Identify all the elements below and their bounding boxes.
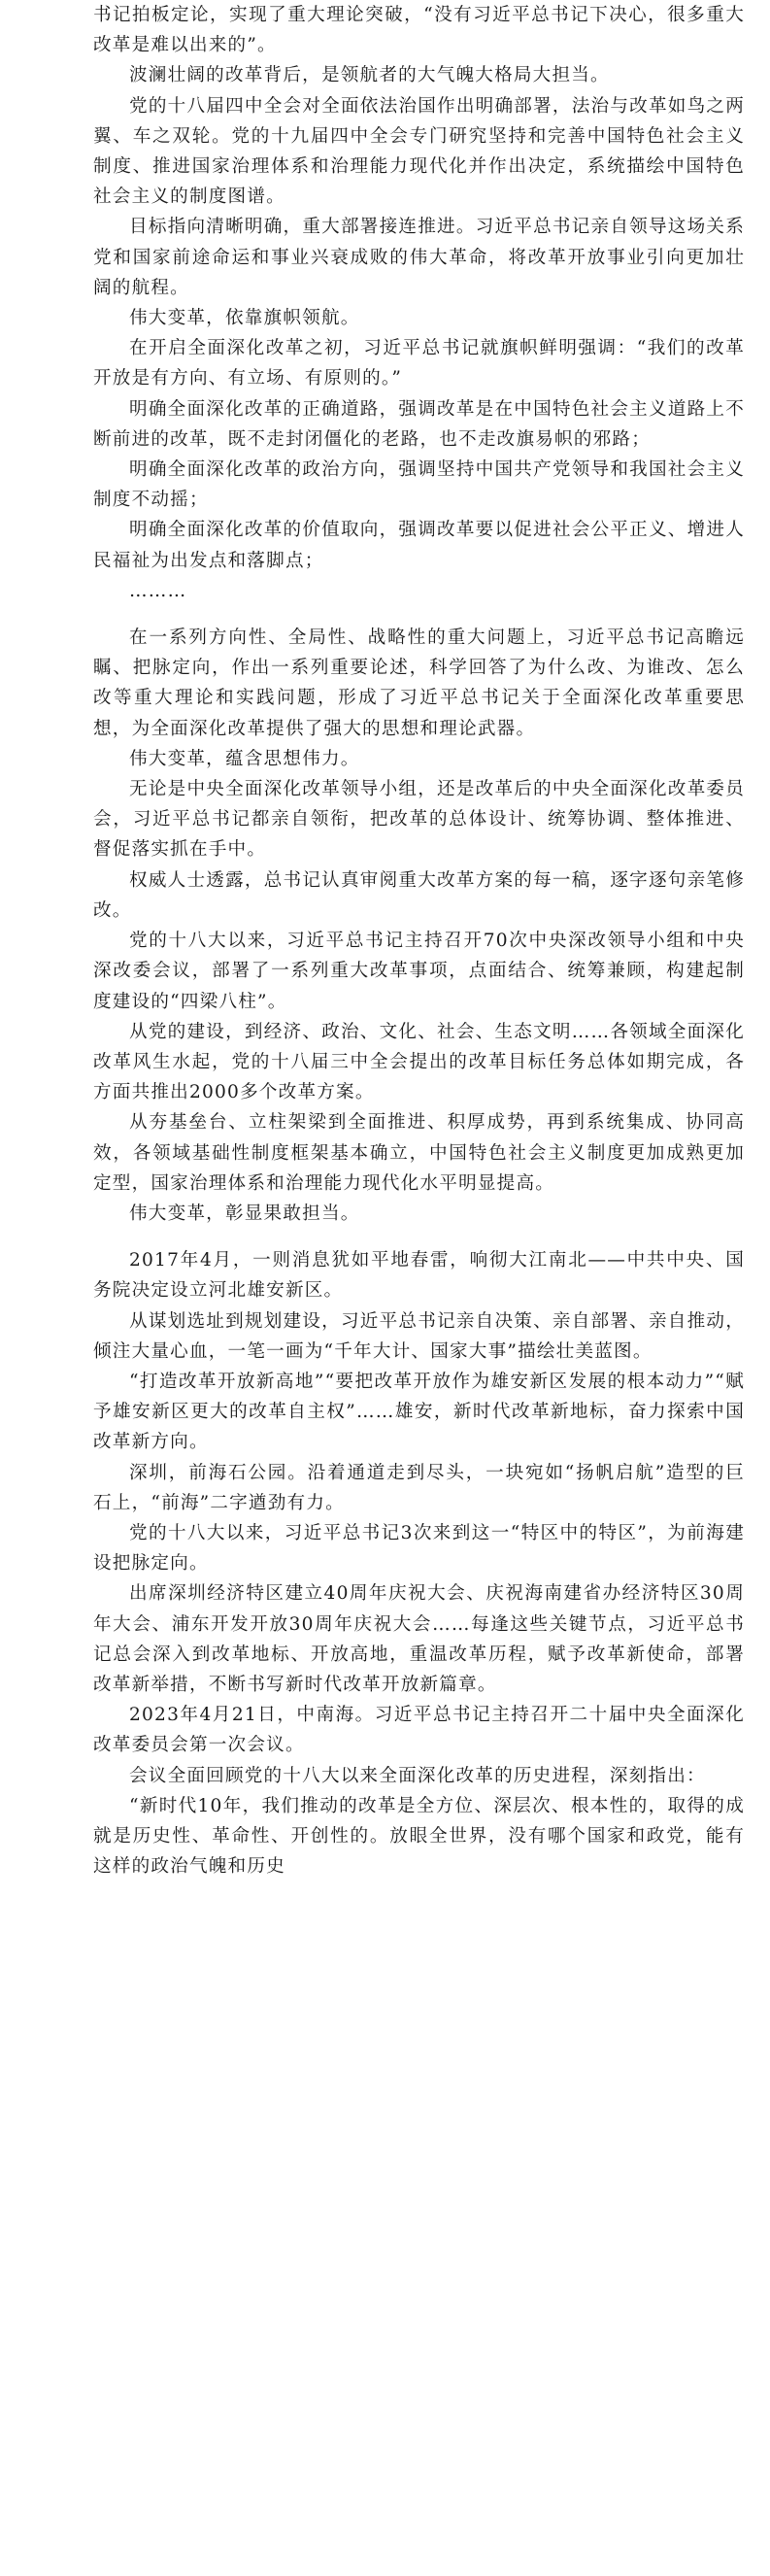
paragraph: 波澜壮阔的改革背后，是领航者的大气魄大格局大担当。 <box>129 65 610 86</box>
paragraph: 党的十八届四中全会对全面依法治国作出明确部署，法治与改革如鸟之两翼、车之双轮。党的十九届四中全会专门研究坚持和完善中国特色社会主义制度、推进国家治理体系和治理能力现代化并作出决定，系统描绘中国特色社会主义的制度图谱。 <box>93 95 745 208</box>
paragraph: 无论是中央全面深化改革领导小组，还是改革后的中央全面深化改革委员会，习近平总书记都亲自领衔，把改革的总体设计、统筹协调、整体推进、督促落实抓在手中。 <box>93 779 745 861</box>
paragraph: 伟大变革，彰显果敢担当。 <box>129 1203 360 1224</box>
paragraph: 党的十八大以来，习近平总书记主持召开70次中央深改领导小组和中央深改委会议，部署了一系列重大改革事项，点面结合、统筹兼顾，构建起制度建设的“四梁八柱”。 <box>93 931 745 1012</box>
paragraph: 从谋划选址到规划建设，习近平总书记亲自决策、亲自部署、亲自推动，倾注大量心血，一笔一画为“千年大计、国家大事”描绘壮美蓝图。 <box>93 1310 745 1362</box>
paragraph: 在一系列方向性、全局性、战略性的重大问题上，习近平总书记高瞻远瞩、把脉定向，作出一系列重要论述，科学回答了为什么改、为谁改、怎么改等重大理论和实践问题，形成了习近平总书记关于全面深化改革重要思想，为全面深化改革提供了强大的思想和理论武器。 <box>93 627 745 739</box>
ellipsis-line: ……… <box>129 580 187 601</box>
paragraph: 伟大变革，依靠旗帜领航。 <box>129 308 360 329</box>
paragraph: 在开启全面深化改革之初，习近平总书记就旗帜鲜明强调：“我们的改革开放是有方向、有立场、有原则的。” <box>93 338 745 390</box>
section-gap <box>93 606 745 623</box>
paragraph: 权威人士透露，总书记认真审阅重大改革方案的每一稿，逐字逐句亲笔修改。 <box>93 869 745 921</box>
paragraph: 会议全面回顾党的十八大以来全面深化改革的历史进程，深刻指出： <box>129 1765 706 1786</box>
paragraph: 明确全面深化改革的正确道路，强调改革是在中国特色社会主义道路上不断前进的改革，既不走封闭僵化的老路，也不走改旗易帜的邪路； <box>93 398 745 450</box>
paragraph: “打造改革开放新高地”“要把改革开放作为雄安新区发展的根本动力”“赋予雄安新区更大的改革自主权”……雄安，新时代改革新地标，奋力探索中国改革新方向。 <box>93 1371 745 1453</box>
paragraph: 从党的建设，到经济、政治、文化、社会、生态文明……各领域全面深化改革风生水起，党的十八届三中全会提出的改革目标任务总体如期完成，各方面共推出2000多个改革方案。 <box>93 1021 745 1103</box>
paragraph: 明确全面深化改革的政治方向，强调坚持中国共产党领导和我国社会主义制度不动摇； <box>93 459 745 511</box>
paragraph: 明确全面深化改革的价值取向，强调改革要以促进社会公平正义、增进人民福祉为出发点和落脚点； <box>93 520 745 571</box>
paragraph: 2017年4月，一则消息犹如平地春雷，响彻大江南北——中共中央、国务院决定设立河北雄安新区。 <box>93 1250 745 1302</box>
paragraph: 书记拍板定论，实现了重大理论突破，“没有习近平总书记下决心，很多重大改革是难以出来的”。 <box>93 5 745 56</box>
paragraph: 从夯基垒台、立柱架梁到全面推进、积厚成势，再到系统集成、协同高效，各领域基础性制度框架基本确立，中国特色社会主义制度更加成熟更加定型，国家治理体系和治理能力现代化水平明显提高。 <box>93 1112 745 1194</box>
section-gap <box>93 1229 745 1245</box>
paragraph: 2023年4月21日，中南海。习近平总书记主持召开二十届中央全面深化改革委员会第一次会议。 <box>93 1705 745 1756</box>
paragraph: 深圳，前海石公园。沿着通道走到尽头，一块宛如“扬帆启航”造型的巨石上，“前海”二字遒劲有力。 <box>93 1462 745 1513</box>
paragraph: 伟大变革，蕴含思想伟力。 <box>129 748 360 769</box>
paragraph: 目标指向清晰明确，重大部署接连推进。习近平总书记亲自领导这场关系党和国家前途命运和事业兴衰成败的伟大革命，将改革开放事业引向更加壮阔的航程。 <box>93 217 745 298</box>
paragraph: 党的十八大以来，习近平总书记3次来到这一“特区中的特区”，为前海建设把脉定向。 <box>93 1522 745 1575</box>
quote-paragraph: “新时代10年，我们推动的改革是全方位、深层次、根本性的，取得的成就是历史性、革命性、开创性的。放眼全世界，没有哪个国家和政党，能有这样的政治气魄和历史 <box>93 1795 745 1878</box>
paragraph: 出席深圳经济特区建立40周年庆祝大会、庆祝海南建省办经济特区30周年大会、浦东开发开放30周年庆祝大会……每逢这些关键节点，习近平总书记总会深入到改革地标、开放高地，重温改革历程，赋予改革新使命，部署改革新举措，不断书写新时代改革开放新篇章。 <box>93 1583 745 1695</box>
